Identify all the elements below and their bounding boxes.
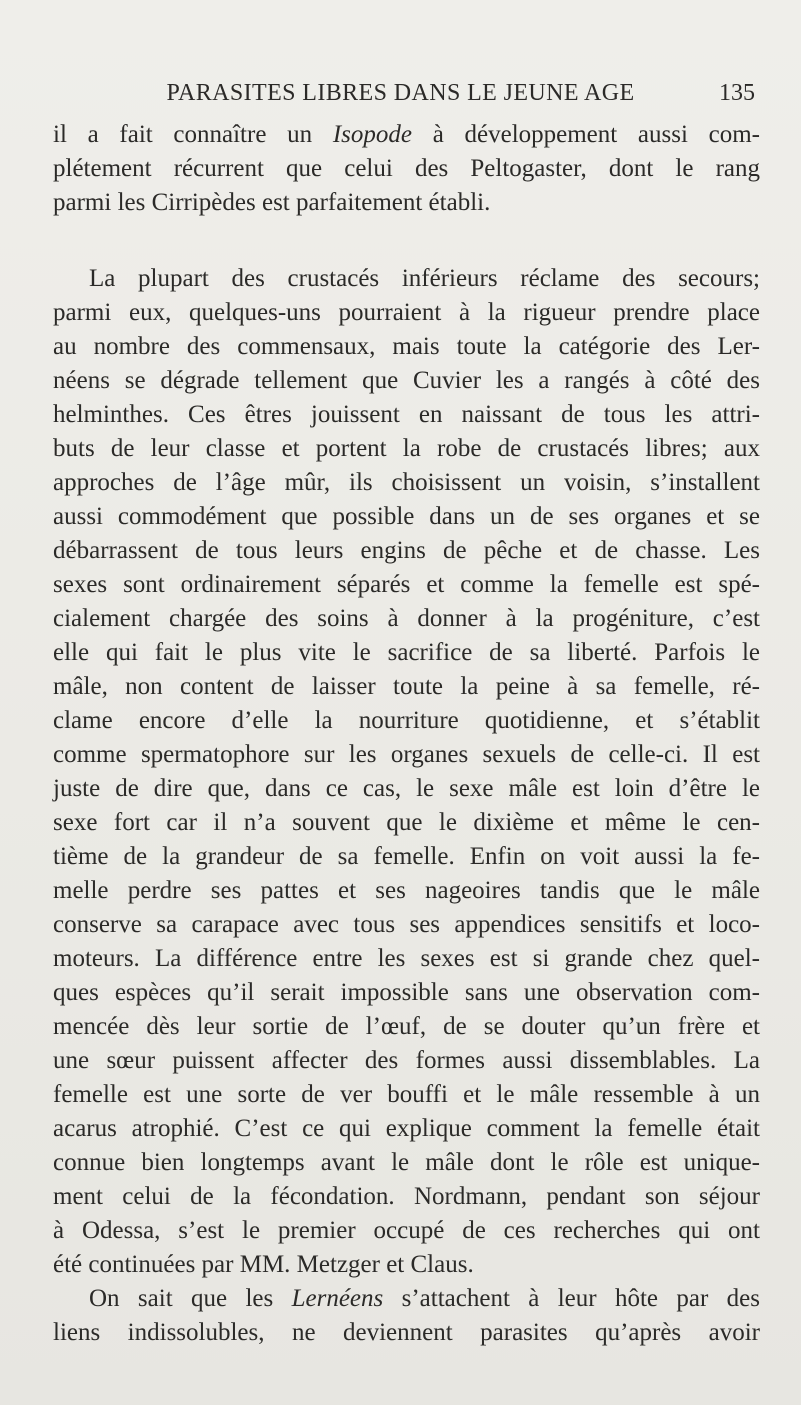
text-line: La plupart des crustacés inférieurs réclame des secours; — [89, 265, 760, 292]
text-line: On sait que les Lernéens s’attachent à leur hôte par des — [89, 1285, 760, 1312]
text-line: approches de l’âge mûr, ils choisissent un voisin, s’installent — [53, 469, 760, 496]
running-title: PARASITES LIBRES DANS LE JEUNE AGE — [166, 80, 635, 106]
text-line: plétement récurrent que celui des Peltogaster, dont le rang — [53, 155, 760, 182]
text-line: comme spermatophore sur les organes sexuels de celle-ci. Il est — [53, 741, 760, 768]
paragraph-gap — [53, 220, 760, 262]
paragraph-3 — [53, 1282, 760, 1350]
text-line: moteurs. La différence entre les sexes est si grande chez quel- — [53, 945, 760, 972]
text-line: parmi les Cirripèdes est parfaitement établi. — [53, 189, 491, 216]
text-line: liens indissolubles, ne deviennent parasites qu’après avoir — [53, 1319, 760, 1346]
body-text — [53, 118, 760, 1350]
text-line: il a fait connaître un Isopode à développement aussi com- — [53, 121, 761, 148]
page-header — [0, 80, 801, 114]
text-line: néens se dégrade tellement que Cuvier les a rangés à côté des — [53, 367, 760, 394]
text-line: helminthes. Ces êtres jouissent en naissant de tous les attri- — [53, 401, 760, 428]
text-line: ques espèces qu’il serait impossible sans une observation com- — [53, 979, 760, 1006]
text-line: sexe fort car il n’a souvent que le dixième et même le cen- — [53, 809, 760, 836]
text-line: tième de la grandeur de sa femelle. Enfin on voit aussi la fe- — [53, 843, 760, 870]
text-line: connue bien longtemps avant le mâle dont le rôle est unique- — [53, 1149, 760, 1176]
text-line: mâle, non content de laisser toute la peine à sa femelle, ré- — [53, 673, 760, 700]
paragraph-1 — [53, 118, 760, 220]
text-line: clame encore d’elle la nourriture quotidienne, et s’établit — [53, 707, 760, 734]
text-line: parmi eux, quelques-uns pourraient à la rigueur prendre place — [53, 299, 760, 326]
text-line: buts de leur classe et portent la robe de crustacés libres; aux — [53, 435, 760, 462]
text-line: débarrassent de tous leurs engins de pêche et de chasse. Les — [53, 537, 760, 564]
text-line: une sœur puissent affecter des formes aussi dissemblables. La — [53, 1047, 760, 1074]
text-line: melle perdre ses pattes et ses nageoires tandis que le mâle — [53, 877, 760, 904]
paragraph-2 — [53, 262, 760, 1282]
text-line: cialement chargée des soins à donner à la progéniture, c’est — [53, 605, 760, 632]
text-line: ment celui de la fécondation. Nordmann, pendant son séjour — [53, 1183, 760, 1210]
text-line: acarus atrophié. C’est ce qui explique comment la femelle était — [53, 1115, 760, 1142]
text-line: elle qui fait le plus vite le sacrifice de sa liberté. Parfois le — [53, 639, 760, 666]
text-line: aussi commodément que possible dans un de ses organes et se — [53, 503, 760, 530]
text-line: femelle est une sorte de ver bouffi et le mâle ressemble à un — [53, 1081, 760, 1108]
text-line: à Odessa, s’est le premier occupé de ces recherches qui ont — [53, 1217, 760, 1244]
text-line: au nombre des commensaux, mais toute la catégorie des Ler- — [53, 333, 760, 360]
text-line: sexes sont ordinairement séparés et comme la femelle est spé- — [53, 571, 760, 598]
text-line: été continuées par MM. Metzger et Claus. — [53, 1251, 474, 1278]
text-line: juste de dire que, dans ce cas, le sexe mâle est loin d’être le — [53, 775, 760, 802]
italic-term: Lernéens — [291, 1285, 384, 1312]
text-line: mencée dès leur sortie de l’œuf, de se douter qu’un frère et — [53, 1013, 760, 1040]
italic-term: Isopode — [332, 121, 412, 148]
text-line: conserve sa carapace avec tous ses appendices sensitifs et loco- — [53, 911, 760, 938]
page-number: 135 — [719, 80, 755, 106]
